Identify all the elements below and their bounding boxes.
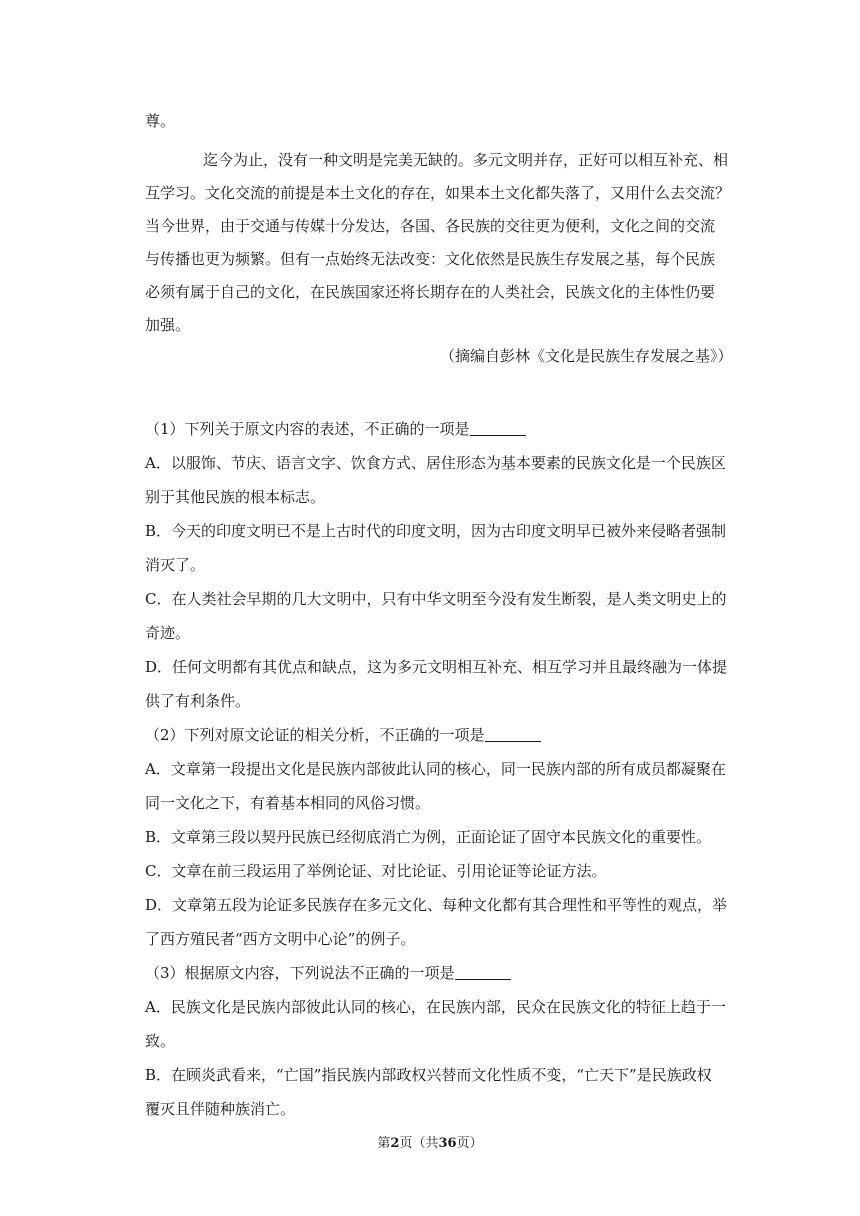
option-a: A．民族文化是民族内部彼此认同的核心，在民族内部，民众在民族文化的特征上趋于一 致。 (145, 998, 726, 1050)
passage-line: 互学习。文化交流的前提是本土文化的存在，如果本土文化都失落了，又用什么去交流？ (145, 184, 731, 202)
page-number: 2 (390, 1136, 400, 1151)
option-a: A．文章第一段提出文化是民族内部彼此认同的核心，同一民族内部的所有成员都凝聚在 同一文化之下，有着基本相同的风俗习惯。 (145, 760, 726, 812)
passage-fragment (145, 110, 730, 132)
passage-line: 迄今为止，没有一种文明是完美无缺的。多元文明并存，正好可以相互补充、相 (203, 151, 729, 169)
answer-blank[interactable] (455, 965, 511, 980)
answer-blank[interactable] (470, 421, 526, 436)
option-b: B．今天的印度文明已不是上古时代的印度文明，因为古印度文明早已被外来侵略者强制 消灭了。 (145, 522, 727, 574)
passage-line: 加强。 (145, 316, 191, 334)
question-stem: （1）下列关于原文内容的表述，不正确的一项是 (145, 412, 730, 446)
question-stem: （2）下列对原文论证的相关分析，不正确的一项是 (145, 718, 730, 752)
passage-line: 当今世界，由于交通与传媒十分发达，各国、各民族的交往更为便利，文化之间的交流 (145, 217, 716, 235)
option-d: D．文章第五段为论证多民族存在多元文化、每种文化都有其合理性和平等性的观点，举 了西方殖民者“西方文明中心论”的例子。 (145, 896, 728, 948)
passage-paragraph (145, 144, 730, 342)
page-footer: 第2页（共36页） (377, 1136, 483, 1151)
answer-blank[interactable] (485, 727, 541, 742)
option-d: D．任何文明都有其优点和缺点，这为多元文明相互补充、相互学习并且最终融为一体提 供了有利条件。 (145, 658, 728, 710)
page-total: 36 (438, 1136, 457, 1151)
question-3 (145, 956, 730, 1126)
option-b: B．文章第三段以契丹民族已经彻底消亡为例，正面论证了固守本民族文化的重要性。 (145, 828, 712, 846)
option-c: C．在人类社会早期的几大文明中，只有中华文明至今没有发生断裂，是人类文明史上的 奇迹。 (145, 590, 727, 642)
question-list (145, 412, 730, 1126)
question-2 (145, 718, 730, 956)
question-stem: （3）根据原文内容，下列说法不正确的一项是 (145, 956, 730, 990)
passage-line: 与传播也更为频繁。但有一点始终无法改变：文化依然是民族生存发展之基，每个民族 (145, 250, 716, 268)
option-b: B．在顾炎武看来，“亡国”指民族内部政权兴替而文化性质不变，“亡天下”是民族政权 覆灭且伴随种族消亡。 (145, 1066, 712, 1118)
option-c: C．文章在前三段运用了举例论证、对比论证、引用论证等论证方法。 (145, 862, 607, 880)
passage-line: 尊。 (145, 112, 176, 130)
question-1 (145, 412, 730, 718)
option-a: A．以服饰、节庆、语言文字、饮食方式、居住形态为基本要素的民族文化是一个民族区 别于其他民族的根本标志。 (145, 454, 726, 506)
passage-source: （摘编自彭林《文化是民族生存发展之基》） (440, 347, 733, 365)
passage-line: 必须有属于自己的文化，在民族国家还将长期存在的人类社会，民族文化的主体性仍要 (145, 283, 716, 301)
